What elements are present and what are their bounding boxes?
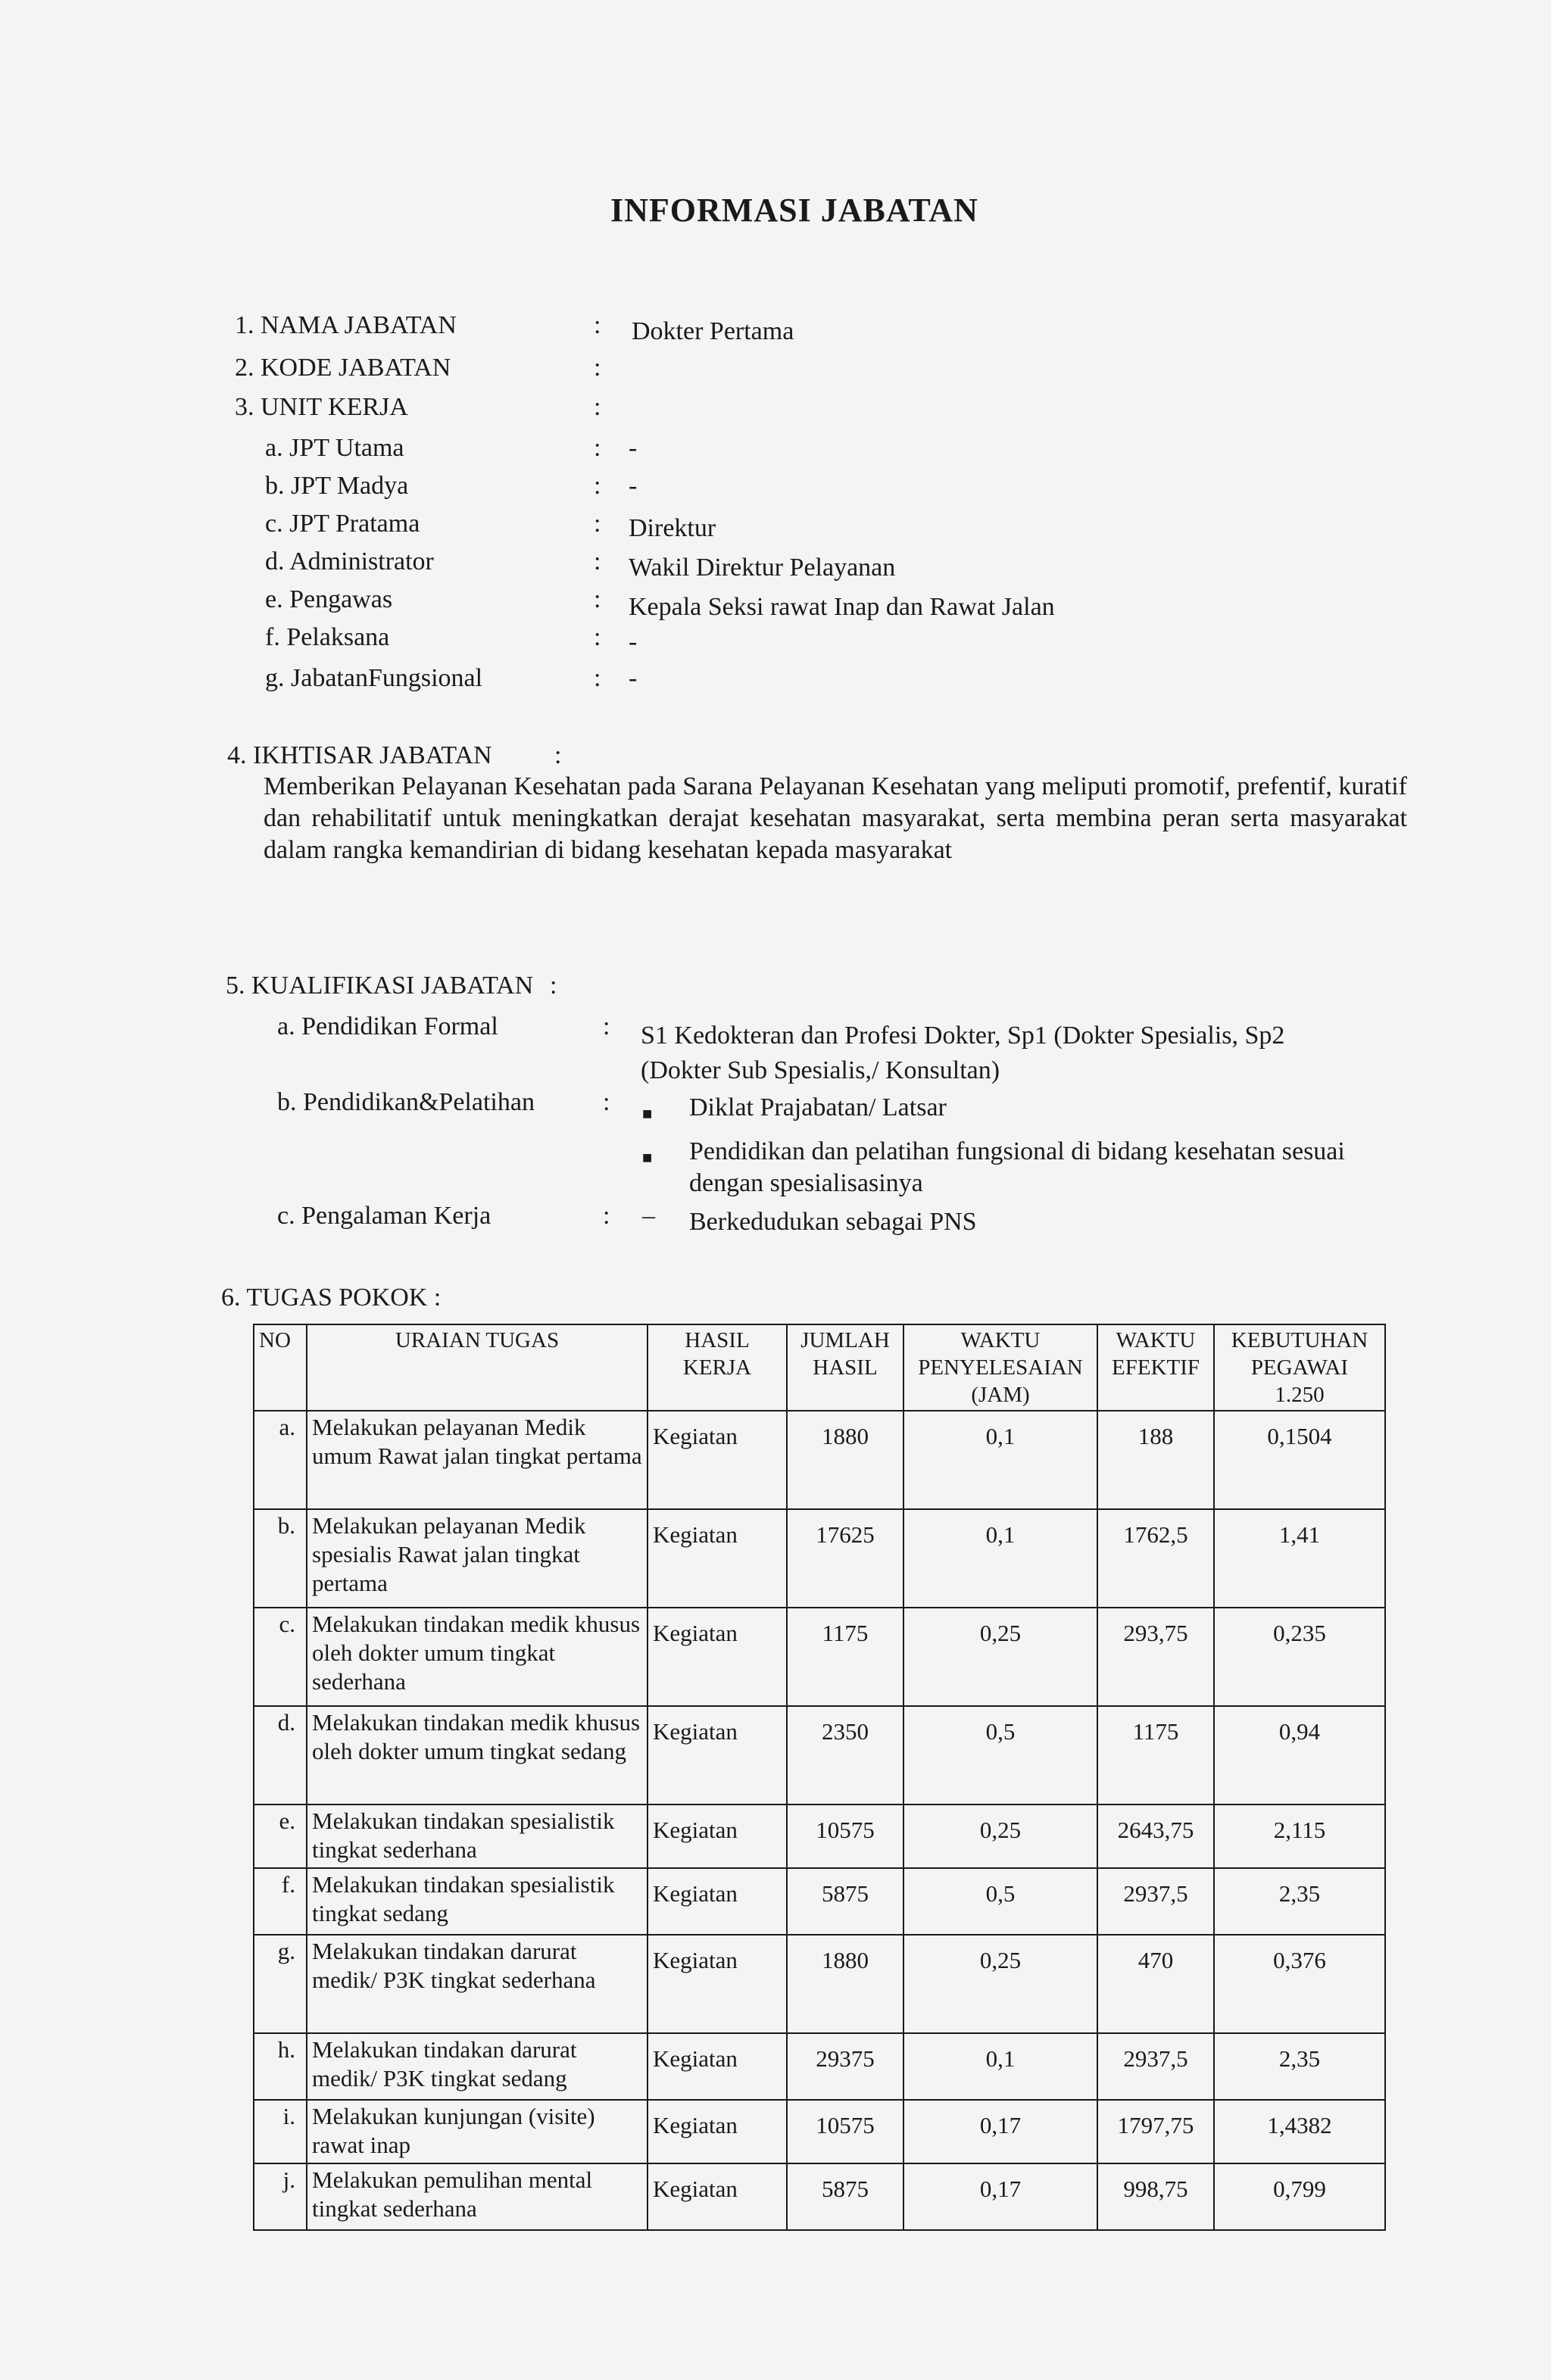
field-value: Dokter Pertama [632, 317, 794, 345]
table-cell-waktu-penyelesaian: 0,25 [903, 1935, 1097, 2033]
table-cell-waktu-efektif: 1175 [1097, 1706, 1214, 1804]
table-cell-kebutuhan: 1,4382 [1214, 2100, 1385, 2163]
field-label: g. JabatanFungsional [265, 664, 483, 692]
table-cell-waktu-penyelesaian: 0,17 [903, 2100, 1097, 2163]
table-cell-waktu-penyelesaian: 0,17 [903, 2163, 1097, 2230]
header-waktu-penyelesaian: WAKTU PENYELESAIAN (JAM) [903, 1324, 1097, 1411]
table-cell-no: a. [254, 1411, 307, 1509]
table-cell-jumlah: 17625 [787, 1509, 903, 1608]
header-no: NO [254, 1324, 307, 1411]
field-colon: : [594, 311, 601, 339]
table-cell-no: f. [254, 1868, 307, 1935]
header-uraian: URAIAN TUGAS [307, 1324, 648, 1411]
table-row [254, 1608, 1385, 1706]
table-cell-hasil: Kegiatan [648, 1804, 787, 1868]
table-cell-uraian: Melakukan tindakan darurat medik/ P3K tingkat sedang [307, 2033, 648, 2100]
header-jumlah: JUMLAH HASIL [787, 1324, 903, 1411]
table-cell-jumlah: 2350 [787, 1706, 903, 1804]
header-kebutuhan [1214, 1324, 1385, 1411]
table-cell-waktu-penyelesaian: 0,25 [903, 1804, 1097, 1868]
table-cell-jumlah: 10575 [787, 1804, 903, 1868]
table-cell-hasil: Kegiatan [648, 2033, 787, 2100]
table-cell-kebutuhan: 0,799 [1214, 2163, 1385, 2230]
table-cell-hasil: Kegiatan [648, 1509, 787, 1608]
table-cell-waktu-penyelesaian: 0,5 [903, 1868, 1097, 1935]
table-cell-uraian: Melakukan tindakan spesialistik tingkat sedang [307, 1868, 648, 1935]
field-value: Wakil Direktur Pelayanan [629, 554, 896, 582]
header-waktu-efektif: WAKTU EFEKTIF [1097, 1324, 1214, 1411]
table-cell-waktu-penyelesaian: 0,1 [903, 2033, 1097, 2100]
table-cell-uraian: Melakukan pemulihan mental tingkat sederhana [307, 2163, 648, 2230]
field-label: a. JPT Utama [265, 434, 404, 462]
header-hasil: HASIL KERJA [648, 1324, 787, 1411]
section-label: 4. IKHTISAR JABATAN [227, 741, 492, 769]
table-cell-jumlah: 5875 [787, 2163, 903, 2230]
table-cell-hasil: Kegiatan [648, 2100, 787, 2163]
table-header-row [254, 1324, 1385, 1411]
table-cell-jumlah: 1880 [787, 1935, 903, 2033]
table-cell-uraian: Melakukan tindakan spesialistik tingkat sederhana [307, 1804, 648, 1868]
table-cell-hasil: Kegiatan [648, 1868, 787, 1935]
field-colon: : [594, 472, 601, 500]
table-cell-no: c. [254, 1608, 307, 1706]
field-label: e. Pengawas [265, 585, 393, 613]
field-colon: : [594, 623, 601, 651]
field-value: - [629, 434, 638, 462]
field-label: c. JPT Pratama [265, 510, 420, 538]
table-row [254, 1935, 1385, 2033]
table-cell-no: j. [254, 2163, 307, 2230]
table-cell-hasil: Kegiatan [648, 1935, 787, 2033]
field-label: b. Pendidikan&Pelatihan [277, 1088, 535, 1116]
table-cell-waktu-efektif: 1797,75 [1097, 2100, 1214, 2163]
table-cell-waktu-efektif: 293,75 [1097, 1608, 1214, 1706]
field-label: c. Pengalaman Kerja [277, 1202, 492, 1230]
table-cell-uraian: Melakukan tindakan darurat medik/ P3K tingkat sederhana [307, 1935, 648, 2033]
table-cell-waktu-efektif: 470 [1097, 1935, 1214, 2033]
field-colon: : [594, 393, 601, 421]
dash: – [642, 1202, 655, 1230]
field-value-line1: S1 Kedokteran dan Profesi Dokter, Sp1 (Dokter Spesialis, Sp2 [641, 1022, 1285, 1050]
table-row [254, 1411, 1385, 1509]
table-cell-waktu-penyelesaian: 0,1 [903, 1411, 1097, 1509]
table-cell-kebutuhan: 0,1504 [1214, 1411, 1385, 1509]
section-label: 6. TUGAS POKOK : [221, 1284, 442, 1312]
table-cell-hasil: Kegiatan [648, 1411, 787, 1509]
field-colon: : [550, 972, 557, 1000]
bullet-text: Diklat Prajabatan/ Latsar [689, 1093, 947, 1121]
table-cell-no: e. [254, 1804, 307, 1868]
bullet-icon: ■ [642, 1148, 653, 1167]
table-cell-no: d. [254, 1706, 307, 1804]
page-title: INFORMASI JABATAN [610, 192, 978, 229]
field-value: Berkedudukan sebagai PNS [689, 1208, 977, 1236]
table-cell-kebutuhan: 2,115 [1214, 1804, 1385, 1868]
table-cell-waktu-efektif: 2937,5 [1097, 1868, 1214, 1935]
table-cell-jumlah: 5875 [787, 1868, 903, 1935]
table-cell-uraian: Melakukan kunjungan (visite) rawat inap [307, 2100, 648, 2163]
table-cell-uraian: Melakukan tindakan medik khusus oleh dokter umum tingkat sedang [307, 1706, 648, 1804]
table-cell-kebutuhan: 0,376 [1214, 1935, 1385, 2033]
table-cell-waktu-efektif: 188 [1097, 1411, 1214, 1509]
field-colon: : [603, 1202, 610, 1230]
table-cell-no: b. [254, 1509, 307, 1608]
field-value-line2: (Dokter Sub Spesialis,/ Konsultan) [641, 1056, 1000, 1084]
table-cell-uraian: Melakukan tindakan medik khusus oleh dokter umum tingkat sederhana [307, 1608, 648, 1706]
header-kebutuhan-value: 1.250 [1275, 1383, 1325, 1407]
field-label: a. Pendidikan Formal [277, 1012, 498, 1040]
bullet-text: Pendidikan dan pelatihan fungsional di bidang kesehatan sesuai dengan spesialisasinya [689, 1137, 1345, 1197]
table-cell-waktu-penyelesaian: 0,5 [903, 1706, 1097, 1804]
field-colon: : [594, 547, 601, 576]
table-row [254, 1868, 1385, 1935]
table-cell-jumlah: 1175 [787, 1608, 903, 1706]
field-value: - [629, 664, 638, 692]
table-cell-jumlah: 1880 [787, 1411, 903, 1509]
field-colon: : [594, 510, 601, 538]
header-kebutuhan-label: KEBUTUHAN PEGAWAI [1231, 1328, 1368, 1380]
table-cell-jumlah: 29375 [787, 2033, 903, 2100]
field-colon: : [594, 585, 601, 613]
table-cell-hasil: Kegiatan [648, 1608, 787, 1706]
field-value: - [629, 472, 638, 500]
field-value: Direktur [629, 514, 716, 542]
table-cell-kebutuhan: 2,35 [1214, 2033, 1385, 2100]
field-label: 2. KODE JABATAN [235, 354, 451, 382]
table-cell-kebutuhan: 0,94 [1214, 1706, 1385, 1804]
field-colon: : [603, 1088, 610, 1116]
table-cell-uraian: Melakukan pelayanan Medik spesialis Rawat jalan tingkat pertama [307, 1509, 648, 1608]
ikhtisar-text: Memberikan Pelayanan Kesehatan pada Sarana Pelayanan Kesehatan yang meliputi promotif, prefentif, kuratif dan rehabilitatif untuk meningkatkan derajat kesehatan masyarakat, serta membina peran serta masyarakat dalam rangka kemandirian di bidang kesehatan kepada masyarakat [264, 772, 1407, 864]
section-label: 5. KUALIFIKASI JABATAN [226, 972, 534, 1000]
table-cell-kebutuhan: 0,235 [1214, 1608, 1385, 1706]
table-cell-jumlah: 10575 [787, 2100, 903, 2163]
table-cell-no: i. [254, 2100, 307, 2163]
table-cell-waktu-efektif: 2643,75 [1097, 1804, 1214, 1868]
field-label: 3. UNIT KERJA [235, 393, 408, 421]
table-cell-waktu-efektif: 998,75 [1097, 2163, 1214, 2230]
bullet-icon: ■ [642, 1104, 653, 1123]
field-value: Kepala Seksi rawat Inap dan Rawat Jalan [629, 593, 1055, 621]
table-cell-uraian: Melakukan pelayanan Medik umum Rawat jalan tingkat pertama [307, 1411, 648, 1509]
field-label: f. Pelaksana [265, 623, 390, 651]
table-cell-waktu-efektif: 2937,5 [1097, 2033, 1214, 2100]
table-row [254, 2033, 1385, 2100]
field-label: d. Administrator [265, 547, 434, 576]
table-cell-kebutuhan: 2,35 [1214, 1868, 1385, 1935]
table-cell-hasil: Kegiatan [648, 1706, 787, 1804]
table-row [254, 1509, 1385, 1608]
field-label: b. JPT Madya [265, 472, 409, 500]
field-colon: : [594, 434, 601, 462]
table-cell-waktu-efektif: 1762,5 [1097, 1509, 1214, 1608]
table-cell-no: g. [254, 1935, 307, 2033]
field-colon: : [554, 741, 562, 769]
table-cell-hasil: Kegiatan [648, 2163, 787, 2230]
tugas-pokok-table [253, 1324, 1386, 2231]
table-row [254, 1706, 1385, 1804]
table-row [254, 2100, 1385, 2163]
table-cell-kebutuhan: 1,41 [1214, 1509, 1385, 1608]
table-cell-waktu-penyelesaian: 0,25 [903, 1608, 1097, 1706]
field-label: 1. NAMA JABATAN [235, 311, 457, 339]
table-cell-no: h. [254, 2033, 307, 2100]
table-row [254, 1804, 1385, 1868]
field-colon: : [594, 664, 601, 692]
field-value: - [629, 628, 638, 656]
table-cell-waktu-penyelesaian: 0,1 [903, 1509, 1097, 1608]
field-colon: : [594, 354, 601, 382]
field-colon: : [603, 1012, 610, 1040]
table-row [254, 2163, 1385, 2230]
